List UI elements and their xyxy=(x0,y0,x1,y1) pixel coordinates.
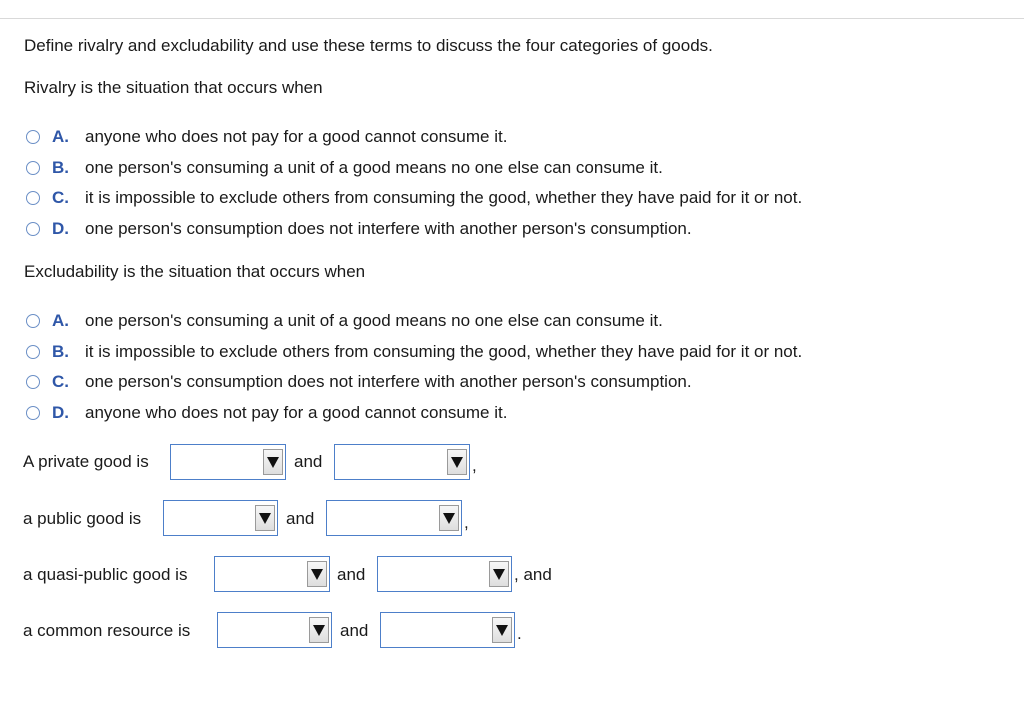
excludability-option-b[interactable] xyxy=(26,341,802,363)
rivalry-option-c[interactable] xyxy=(26,187,802,209)
radio-button[interactable] xyxy=(26,406,40,420)
option-letter: A. xyxy=(52,127,69,146)
option-text: it is impossible to exclude others from consuming the good, whether they have paid for it or not. xyxy=(85,188,803,207)
suffix-text: , xyxy=(464,513,469,532)
option-letter: D. xyxy=(52,219,69,238)
private-good-dropdown-1[interactable] xyxy=(170,444,286,480)
suffix-text: , and xyxy=(514,565,552,584)
option-text: one person's consuming a unit of a good means no one else can consume it. xyxy=(85,158,663,177)
dropdown-arrow-icon[interactable] xyxy=(307,561,327,587)
common-resource-dropdown-2[interactable] xyxy=(380,612,515,648)
option-text: one person's consuming a unit of a good means no one else can consume it. xyxy=(85,311,663,330)
and-text: and xyxy=(294,452,323,471)
public-good-dropdown-1[interactable] xyxy=(163,500,278,536)
public-good-label: a public good is xyxy=(23,509,142,528)
private-good-label: A private good is xyxy=(23,452,149,471)
dropdown-arrow-icon[interactable] xyxy=(447,449,467,475)
option-letter: D. xyxy=(52,403,69,422)
excludability-option-c[interactable] xyxy=(26,371,692,393)
radio-button[interactable] xyxy=(26,222,40,236)
common-resource-dropdown-1[interactable] xyxy=(217,612,332,648)
quasi-public-good-dropdown-2[interactable] xyxy=(377,556,512,592)
question-prompt: Define rivalry and excludability and use these terms to discuss the four categories of goods. xyxy=(24,36,713,55)
option-text: it is impossible to exclude others from consuming the good, whether they have paid for it or not. xyxy=(85,342,803,361)
option-text: anyone who does not pay for a good cannot consume it. xyxy=(85,127,508,146)
excludability-stem: Excludability is the situation that occurs when xyxy=(24,262,366,281)
quasi-public-good-dropdown-1[interactable] xyxy=(214,556,330,592)
radio-button[interactable] xyxy=(26,375,40,389)
option-text: one person's consumption does not interfere with another person's consumption. xyxy=(85,219,692,238)
option-text: one person's consumption does not interfere with another person's consumption. xyxy=(85,372,692,391)
dropdown-arrow-icon[interactable] xyxy=(309,617,329,643)
dropdown-arrow-icon[interactable] xyxy=(255,505,275,531)
dropdown-arrow-icon[interactable] xyxy=(489,561,509,587)
radio-button[interactable] xyxy=(26,130,40,144)
quasi-public-good-label: a quasi-public good is xyxy=(23,565,188,584)
dropdown-arrow-icon[interactable] xyxy=(439,505,459,531)
public-good-dropdown-2[interactable] xyxy=(326,500,462,536)
option-letter: B. xyxy=(52,158,69,177)
common-resource-label: a common resource is xyxy=(23,621,191,640)
option-letter: C. xyxy=(52,372,69,391)
excludability-option-a[interactable] xyxy=(26,310,663,332)
excludability-option-d[interactable] xyxy=(26,402,507,424)
option-letter: A. xyxy=(52,311,69,330)
radio-button[interactable] xyxy=(26,161,40,175)
suffix-text: . xyxy=(517,624,522,643)
radio-button[interactable] xyxy=(26,345,40,359)
option-letter: C. xyxy=(52,188,69,207)
rivalry-option-d[interactable] xyxy=(26,218,692,240)
and-text: and xyxy=(340,621,369,640)
rivalry-stem: Rivalry is the situation that occurs when xyxy=(24,78,323,97)
rivalry-option-a[interactable] xyxy=(26,126,507,148)
suffix-text: , xyxy=(472,456,477,475)
and-text: and xyxy=(337,565,366,584)
rivalry-option-b[interactable] xyxy=(26,157,663,179)
radio-button[interactable] xyxy=(26,314,40,328)
radio-button[interactable] xyxy=(26,191,40,205)
option-letter: B. xyxy=(52,342,69,361)
private-good-dropdown-2[interactable] xyxy=(334,444,470,480)
top-divider xyxy=(0,18,1024,19)
and-text: and xyxy=(286,509,315,528)
dropdown-arrow-icon[interactable] xyxy=(263,449,283,475)
dropdown-arrow-icon[interactable] xyxy=(492,617,512,643)
option-text: anyone who does not pay for a good cannot consume it. xyxy=(85,403,508,422)
